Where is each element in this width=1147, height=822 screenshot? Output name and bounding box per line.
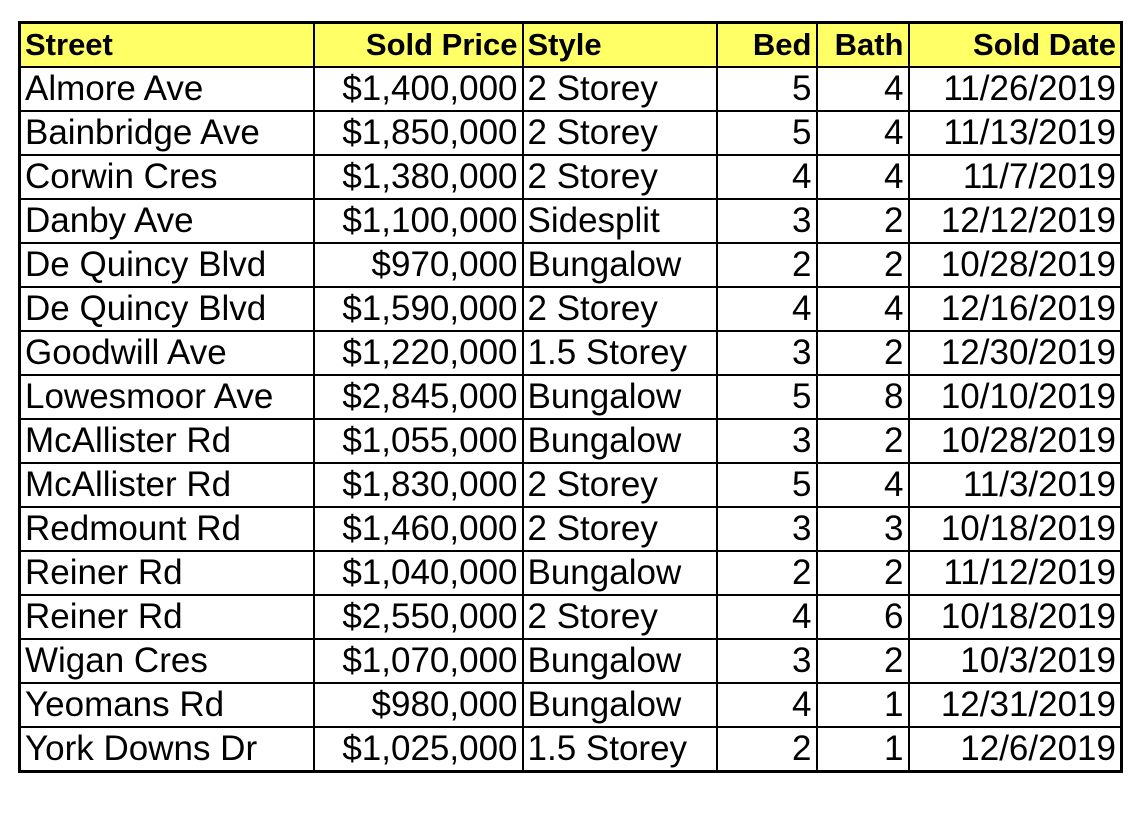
bed-cell: 4 — [717, 595, 817, 639]
table-row — [20, 331, 1122, 375]
style-cell: 2 Storey — [523, 507, 717, 551]
sold-date-cell: 11/26/2019 — [909, 67, 1122, 111]
bath-cell: 2 — [817, 551, 909, 595]
table-row — [20, 551, 1122, 595]
sold-date-cell: 11/12/2019 — [909, 551, 1122, 595]
bath-cell: 2 — [817, 419, 909, 463]
sold-date-cell: 12/30/2019 — [909, 331, 1122, 375]
column-header-bath: Bath — [817, 23, 909, 68]
column-header-street: Street — [20, 23, 314, 68]
sold-price-cell: $2,845,000 — [314, 375, 523, 419]
street-cell: Corwin Cres — [20, 155, 314, 199]
bed-cell: 5 — [717, 67, 817, 111]
style-cell: Sidesplit — [523, 199, 717, 243]
style-cell: 1.5 Storey — [523, 331, 717, 375]
table-row — [20, 727, 1122, 772]
street-cell: Redmount Rd — [20, 507, 314, 551]
sold-price-cell: $1,025,000 — [314, 727, 523, 772]
column-header-sold-date: Sold Date — [909, 23, 1122, 68]
bed-cell: 3 — [717, 507, 817, 551]
street-cell: McAllister Rd — [20, 419, 314, 463]
bath-cell: 1 — [817, 727, 909, 772]
bed-cell: 2 — [717, 727, 817, 772]
bath-cell: 4 — [817, 111, 909, 155]
street-cell: De Quincy Blvd — [20, 243, 314, 287]
sold-date-cell: 10/18/2019 — [909, 595, 1122, 639]
sold-price-cell: $980,000 — [314, 683, 523, 727]
sold-price-cell: $1,590,000 — [314, 287, 523, 331]
style-cell: Bungalow — [523, 551, 717, 595]
sold-date-cell: 10/10/2019 — [909, 375, 1122, 419]
sold-price-cell: $1,220,000 — [314, 331, 523, 375]
sold-price-cell: $1,055,000 — [314, 419, 523, 463]
bed-cell: 3 — [717, 331, 817, 375]
table-row — [20, 683, 1122, 727]
sold-price-cell: $1,400,000 — [314, 67, 523, 111]
style-cell: 2 Storey — [523, 67, 717, 111]
bed-cell: 5 — [717, 375, 817, 419]
bath-cell: 4 — [817, 155, 909, 199]
street-cell: McAllister Rd — [20, 463, 314, 507]
table-row — [20, 67, 1122, 111]
style-cell: Bungalow — [523, 683, 717, 727]
bed-cell: 3 — [717, 639, 817, 683]
sold-date-cell: 10/28/2019 — [909, 419, 1122, 463]
bed-cell: 4 — [717, 287, 817, 331]
bed-cell: 3 — [717, 199, 817, 243]
bed-cell: 4 — [717, 683, 817, 727]
style-cell: 2 Storey — [523, 595, 717, 639]
street-cell: Bainbridge Ave — [20, 111, 314, 155]
column-header-style: Style — [523, 23, 717, 68]
table-row — [20, 507, 1122, 551]
bath-cell: 2 — [817, 639, 909, 683]
sold-date-cell: 11/7/2019 — [909, 155, 1122, 199]
sold-price-cell: $1,070,000 — [314, 639, 523, 683]
sold-price-cell: $1,850,000 — [314, 111, 523, 155]
style-cell: 2 Storey — [523, 111, 717, 155]
table-row — [20, 595, 1122, 639]
bath-cell: 8 — [817, 375, 909, 419]
bed-cell: 2 — [717, 551, 817, 595]
table-row — [20, 243, 1122, 287]
bed-cell: 5 — [717, 111, 817, 155]
street-cell: Reiner Rd — [20, 595, 314, 639]
style-cell: 2 Storey — [523, 287, 717, 331]
style-cell: 1.5 Storey — [523, 727, 717, 772]
sold-price-cell: $1,380,000 — [314, 155, 523, 199]
style-cell: Bungalow — [523, 375, 717, 419]
sold-date-cell: 12/31/2019 — [909, 683, 1122, 727]
sold-date-cell: 11/3/2019 — [909, 463, 1122, 507]
street-cell: De Quincy Blvd — [20, 287, 314, 331]
street-cell: Reiner Rd — [20, 551, 314, 595]
table-row — [20, 639, 1122, 683]
bed-cell: 3 — [717, 419, 817, 463]
sold-date-cell: 10/3/2019 — [909, 639, 1122, 683]
sold-price-cell: $2,550,000 — [314, 595, 523, 639]
sold-price-cell: $1,830,000 — [314, 463, 523, 507]
bath-cell: 4 — [817, 463, 909, 507]
bath-cell: 2 — [817, 199, 909, 243]
sold-date-cell: 11/13/2019 — [909, 111, 1122, 155]
table-row — [20, 463, 1122, 507]
bath-cell: 2 — [817, 243, 909, 287]
bath-cell: 6 — [817, 595, 909, 639]
sales-table — [18, 21, 1123, 773]
sold-price-cell: $970,000 — [314, 243, 523, 287]
bath-cell: 3 — [817, 507, 909, 551]
table-row — [20, 199, 1122, 243]
street-cell: York Downs Dr — [20, 727, 314, 772]
sold-date-cell: 10/28/2019 — [909, 243, 1122, 287]
bed-cell: 2 — [717, 243, 817, 287]
table-row — [20, 155, 1122, 199]
table-row — [20, 419, 1122, 463]
style-cell: 2 Storey — [523, 463, 717, 507]
sold-date-cell: 10/18/2019 — [909, 507, 1122, 551]
table-row — [20, 287, 1122, 331]
style-cell: 2 Storey — [523, 155, 717, 199]
street-cell: Lowesmoor Ave — [20, 375, 314, 419]
street-cell: Yeomans Rd — [20, 683, 314, 727]
style-cell: Bungalow — [523, 419, 717, 463]
header-row — [20, 23, 1122, 68]
bath-cell: 2 — [817, 331, 909, 375]
bath-cell: 1 — [817, 683, 909, 727]
street-cell: Danby Ave — [20, 199, 314, 243]
street-cell: Wigan Cres — [20, 639, 314, 683]
style-cell: Bungalow — [523, 243, 717, 287]
sold-date-cell: 12/16/2019 — [909, 287, 1122, 331]
bath-cell: 4 — [817, 287, 909, 331]
sold-date-cell: 12/12/2019 — [909, 199, 1122, 243]
street-cell: Goodwill Ave — [20, 331, 314, 375]
sold-price-cell: $1,460,000 — [314, 507, 523, 551]
bath-cell: 4 — [817, 67, 909, 111]
table-row — [20, 111, 1122, 155]
bed-cell: 4 — [717, 155, 817, 199]
table-row — [20, 375, 1122, 419]
style-cell: Bungalow — [523, 639, 717, 683]
bed-cell: 5 — [717, 463, 817, 507]
table-header — [20, 23, 1122, 68]
sold-date-cell: 12/6/2019 — [909, 727, 1122, 772]
sold-price-cell: $1,100,000 — [314, 199, 523, 243]
table-body — [20, 67, 1122, 772]
sold-price-cell: $1,040,000 — [314, 551, 523, 595]
street-cell: Almore Ave — [20, 67, 314, 111]
column-header-bed: Bed — [717, 23, 817, 68]
column-header-sold-price: Sold Price — [314, 23, 523, 68]
